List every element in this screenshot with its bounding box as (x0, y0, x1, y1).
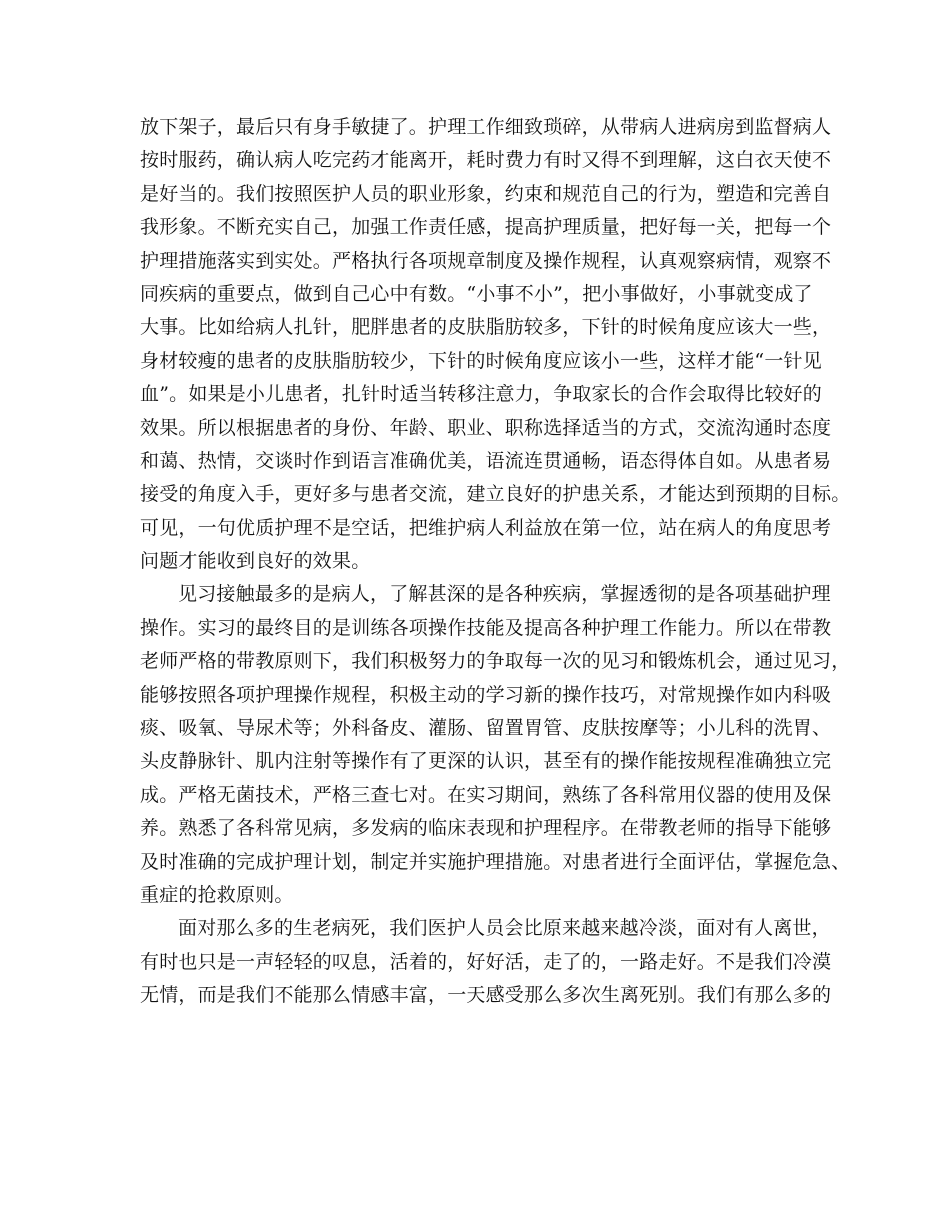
text-line: 护理措施落实到实处。严格执行各项规章制度及操作规程，认真观察病情，观察不 (140, 249, 832, 272)
text-line: 血”。如果是小儿患者，扎针时适当转移注意力，争取家长的合作会取得比较好的 (140, 383, 822, 406)
text-line: 有时也只是一声轻轻的叹息，活着的，好好活，走了的，一路走好。不是我们冷漠 (140, 950, 832, 973)
text-line: 大事。比如给病人扎针，肥胖患者的皮肤脂肪较多，下针的时候角度应该大一些， (140, 316, 832, 339)
text-line: 和蔼、热情，交谈时作到语言准确优美，语流连贯通畅，语态得体自如。从患者易 (140, 449, 832, 472)
text-line: 重症的抢救原则。 (140, 883, 294, 906)
text-line: 问题才能收到良好的效果。 (140, 550, 371, 573)
text-line: 身材较瘦的患者的皮肤脂肪较少，下针的时候角度应该小一些，这样才能“一针见 (140, 349, 822, 372)
text-line: 放下架子，最后只有身手敏捷了。护理工作细致琐碎，从带病人进病房到监督病人 (140, 116, 832, 138)
paragraph-1 (140, 111, 851, 578)
paragraph-2 (140, 578, 851, 912)
text-line: 老师严格的带教原则下，我们积极努力的争取每一次的见习和锻炼机会，通过见习， (140, 650, 851, 673)
text-line: 效果。所以根据患者的身份、年龄、职业、职称选择适当的方式，交流沟通时态度 (140, 416, 832, 439)
text-line: 同疾病的重要点，做到自己心中有数。“小事不小”，把小事做好，小事就变成了 (140, 282, 813, 305)
text-line: 头皮静脉针、肌内注射等操作有了更深的认识，甚至有的操作能按规程准确独立完 (140, 750, 832, 773)
text-line: 可见，一句优质护理不是空话，把维护病人利益放在第一位，站在病人的角度思考 (140, 516, 832, 539)
text-line: 痰、吸氧、导尿术等；外科备皮、灌肠、留置胃管、皮肤按摩等；小儿科的洗胃、 (140, 717, 832, 740)
text-line-first: 见习接触最多的是病人，了解甚深的是各种疾病，掌握透彻的是各项基础护理 (178, 583, 831, 606)
text-line: 能够按照各项护理操作规程，积极主动的学习新的操作技巧，对常规操作如内科吸 (140, 683, 832, 706)
text-line: 接受的角度入手，更好多与患者交流，建立良好的护患关系，才能达到预期的目标。 (140, 483, 851, 506)
text-line: 成。严格无菌技术，严格三查七对。在实习期间，熟练了各科常用仪器的使用及保 (140, 783, 832, 806)
text-line: 按时服药，确认病人吃完药才能离开，耗时费力有时又得不到理解，这白衣天使不 (140, 149, 832, 172)
text-line: 及时准确的完成护理计划，制定并实施护理措施。对患者进行全面评估，掌握危急、 (140, 850, 851, 873)
text-line: 养。熟悉了各科常见病，多发病的临床表现和护理程序。在带教老师的指导下能够 (140, 817, 832, 840)
text-line: 我形象。不断充实自己，加强工作责任感，提高护理质量，把好每一关，把每一个 (140, 216, 832, 239)
text-line: 无情，而是我们不能那么情感丰富，一天感受那么多次生离死别。我们有那么多的 (140, 984, 832, 1007)
text-line: 操作。实习的最终目的是训练各项操作技能及提高各种护理工作能力。所以在带教 (140, 616, 832, 639)
paragraph-3 (140, 912, 830, 1012)
document-body (140, 111, 851, 1013)
text-line: 是好当的。我们按照医护人员的职业形象，约束和规范自己的行为，塑造和完善自 (140, 182, 832, 205)
text-line-first: 面对那么多的生老病死，我们医护人员会比原来越来越冷淡，面对有人离世， (178, 917, 831, 940)
